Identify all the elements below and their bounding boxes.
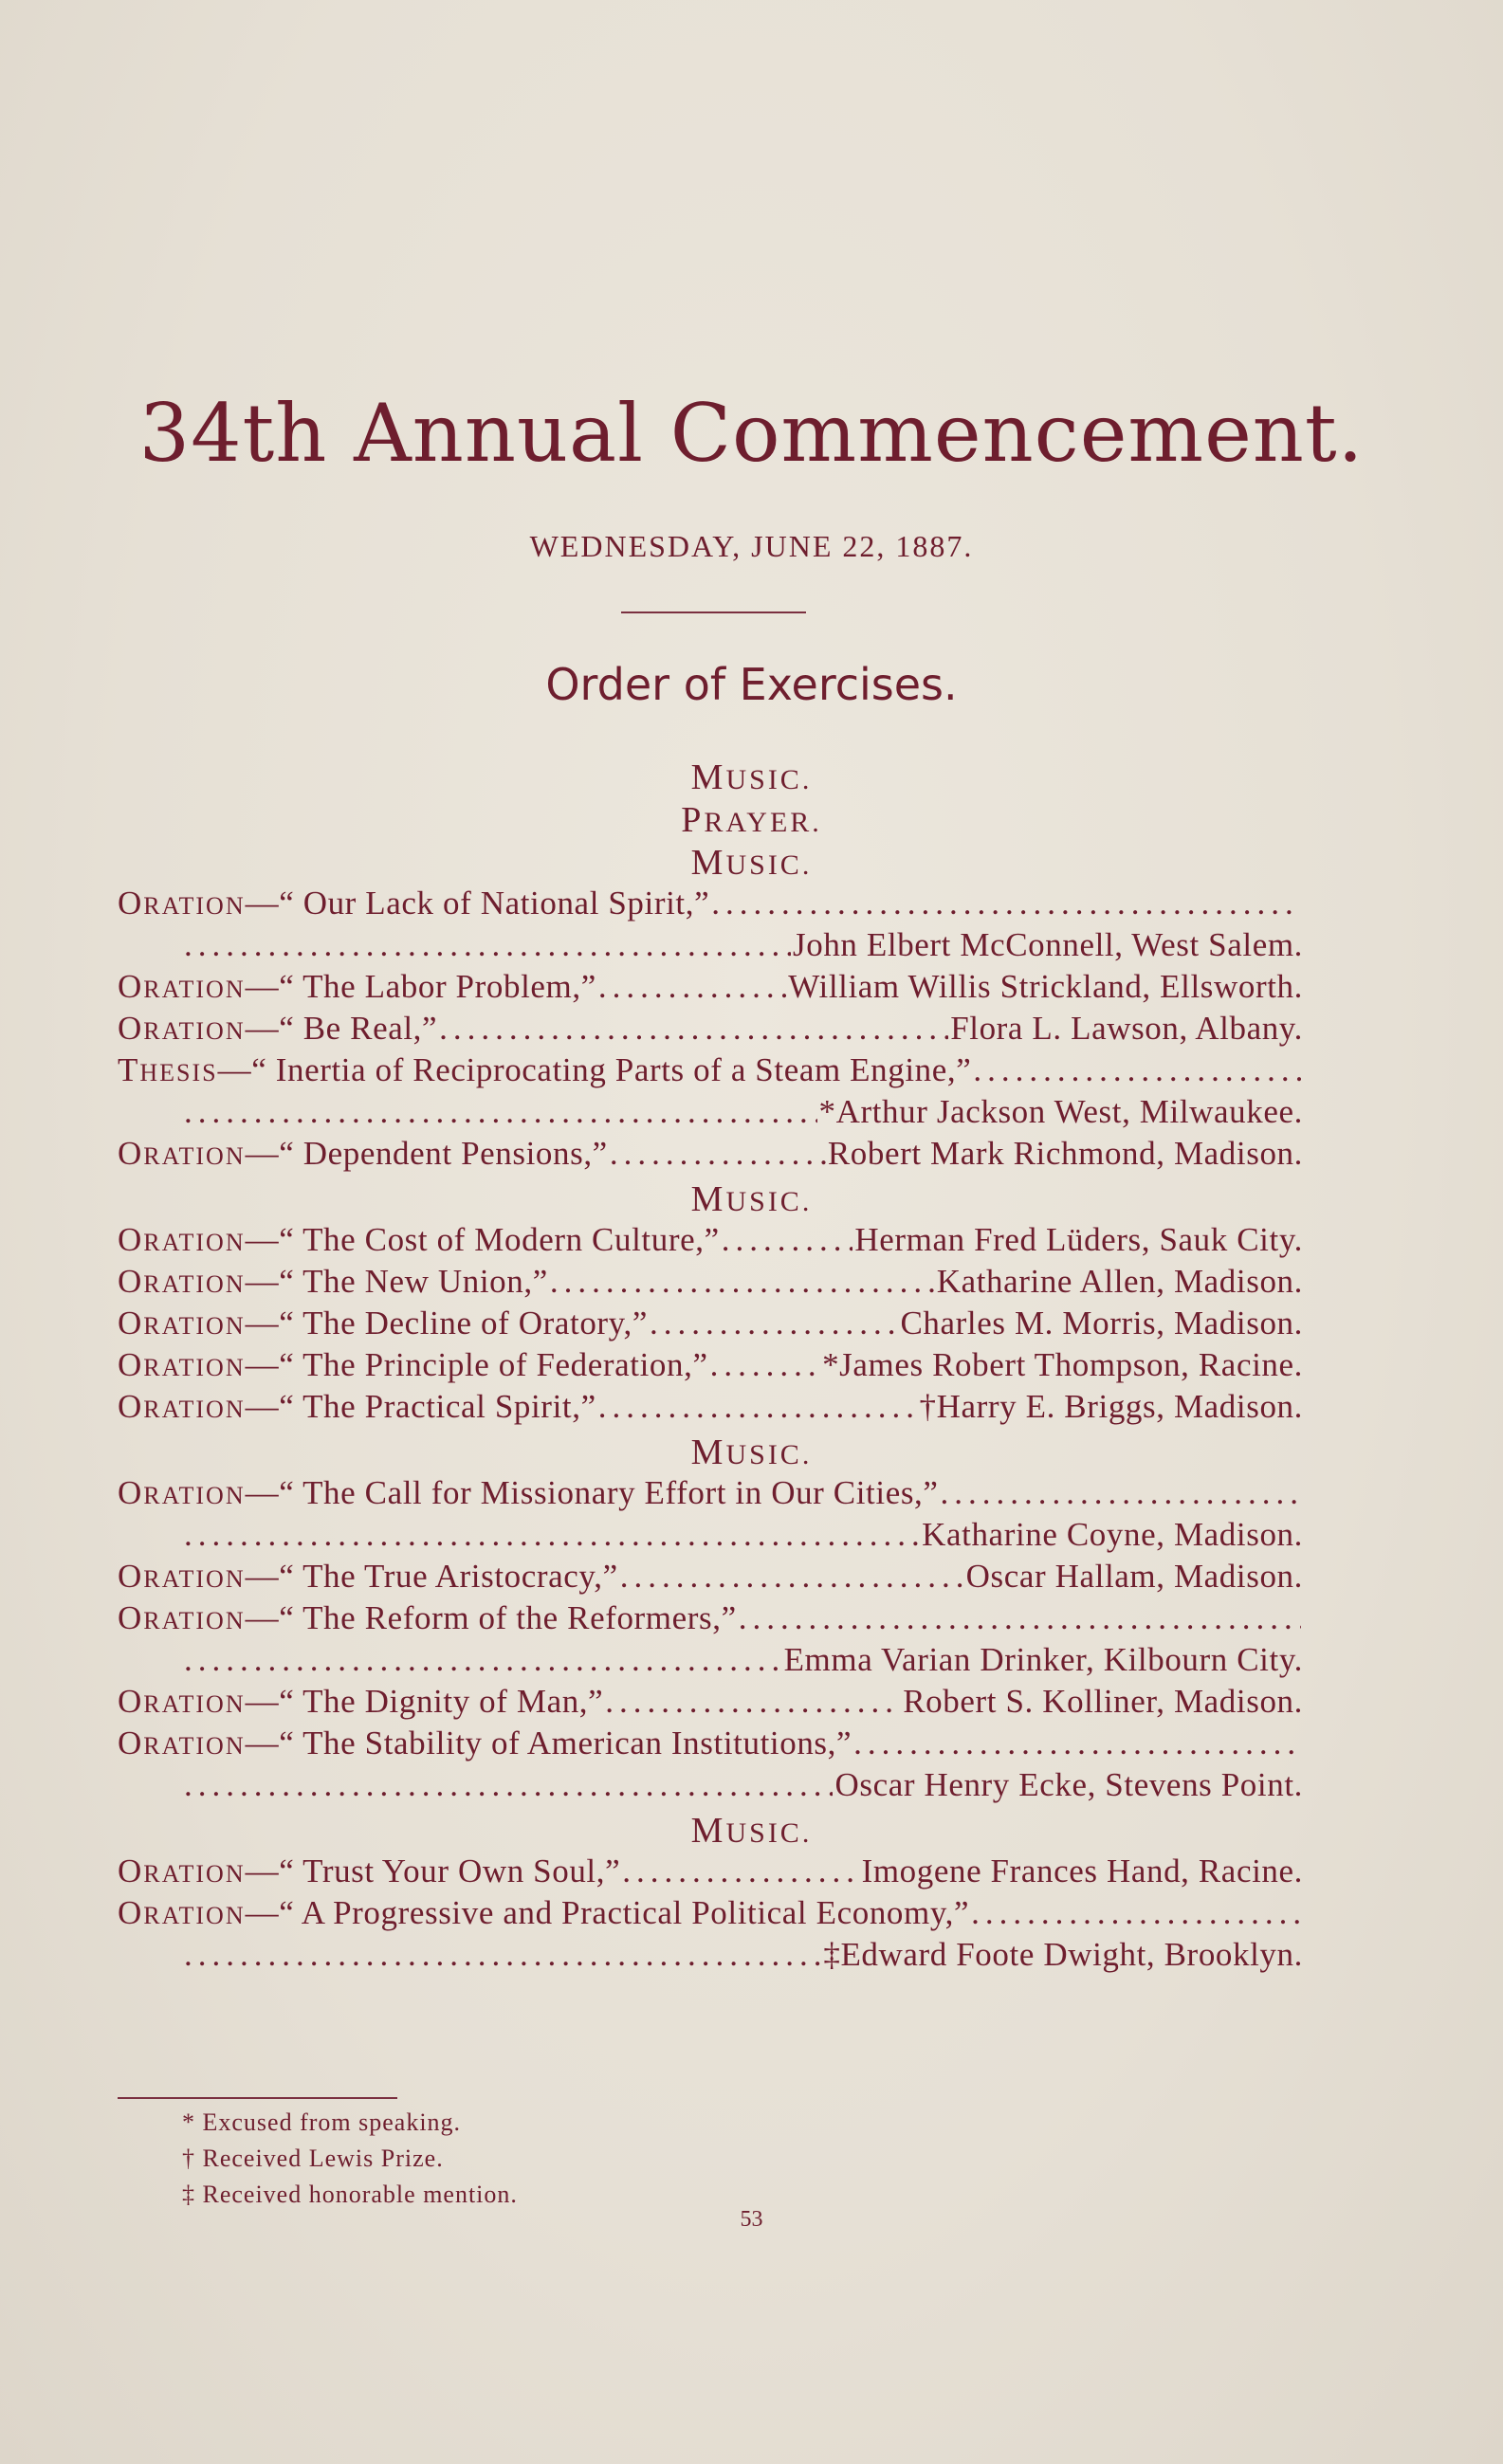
leader-dots (598, 968, 786, 1006)
leader-dots (722, 1221, 853, 1259)
speaker-name: Oscar Hallam, Madison. (965, 1558, 1303, 1595)
item-label: ORATION (118, 1388, 246, 1425)
program-item (118, 1221, 1303, 1259)
page-number: 53 (740, 2207, 763, 2232)
item-label: ORATION (118, 1135, 246, 1172)
program-item-continued (182, 1641, 1303, 1679)
item-label: ORATION (118, 1599, 246, 1636)
item-topic: —“ A Progressive and Practical Political Economy,” (245, 1894, 970, 1931)
leader-dots (184, 926, 791, 964)
item-label: THESIS (118, 1051, 218, 1088)
item-topic: —“ The Decline of Oratory,” (245, 1305, 648, 1342)
item-topic: —“ Our Lack of National Spirit,” (245, 885, 710, 922)
program-item-continued (182, 1093, 1303, 1131)
item-topic: —“ The New Union,” (245, 1263, 548, 1300)
leader-dots (941, 1474, 1301, 1512)
leader-dots (184, 1641, 782, 1679)
item-label: ORATION (118, 1853, 246, 1889)
leader-dots (184, 1936, 821, 1974)
item-topic: —“ The True Aristocracy,” (245, 1558, 618, 1595)
item-label: ORATION (118, 1558, 246, 1595)
program-item (118, 1388, 1303, 1426)
music-heading: MUSIC. (690, 757, 813, 797)
item-topic: —“ Inertia of Reciprocating Parts of a Steam Engine,” (217, 1051, 972, 1088)
program-item (118, 1305, 1303, 1342)
page-title: 34th Annual Commencement. (138, 387, 1365, 480)
item-topic: —“ Dependent Pensions,” (245, 1135, 608, 1172)
program-item (118, 1894, 1303, 1932)
item-topic: —“ The Call for Missionary Effort in Our Cities,” (245, 1474, 939, 1511)
program-item-continued (182, 926, 1303, 964)
leader-dots (598, 1388, 918, 1426)
item-topic: —“ The Cost of Modern Culture,” (245, 1221, 720, 1258)
speaker-name: Katharine Coyne, Madison. (922, 1516, 1303, 1553)
item-topic: —“ The Dignity of Man,” (245, 1683, 604, 1720)
leader-dots (971, 1894, 1301, 1932)
item-topic: —“ Trust Your Own Soul,” (245, 1853, 621, 1889)
program-item (118, 1725, 1303, 1762)
speaker-name: Katharine Allen, Madison. (936, 1263, 1303, 1300)
dateline: WEDNESDAY, JUNE 22, 1887. (529, 529, 974, 563)
item-label: ORATION (118, 885, 246, 922)
leader-dots (605, 1683, 901, 1721)
program-item (118, 885, 1303, 922)
item-label: ORATION (118, 1010, 246, 1047)
speaker-name: Emma Varian Drinker, Kilbourn City. (783, 1641, 1303, 1678)
leader-dots (622, 1853, 859, 1890)
leader-dots (711, 885, 1301, 922)
program-item (118, 1853, 1303, 1890)
item-label: ORATION (118, 1725, 246, 1761)
music-heading: MUSIC. (690, 1433, 813, 1472)
speaker-name: Robert S. Kolliner, Madison. (903, 1683, 1303, 1720)
leader-dots (184, 1516, 920, 1554)
speaker-name: Robert Mark Richmond, Madison. (827, 1135, 1303, 1172)
speaker-name: John Elbert McConnell, West Salem. (793, 926, 1303, 963)
footnote-rule (118, 2097, 397, 2099)
program-item-continued (182, 1936, 1303, 1974)
program-item-continued (182, 1766, 1303, 1804)
item-label: ORATION (118, 1263, 246, 1300)
section-heading: Order of Exercises. (545, 659, 958, 710)
speaker-name: ‡Edward Foote Dwight, Brooklyn. (823, 1936, 1303, 1973)
speaker-name: *Arthur Jackson West, Milwaukee. (818, 1093, 1303, 1130)
speaker-name: Herman Fred Lüders, Sauk City. (854, 1221, 1303, 1258)
music-heading: MUSIC. (690, 1179, 813, 1219)
item-topic: —“ Be Real,” (245, 1010, 438, 1047)
leader-dots (973, 1051, 1301, 1089)
program-item (118, 1346, 1303, 1384)
speaker-name: Oscar Henry Ecke, Stevens Point. (834, 1766, 1303, 1803)
program-item (118, 1474, 1303, 1512)
item-label: ORATION (118, 968, 246, 1005)
program-item (118, 1558, 1303, 1596)
leader-dots (620, 1558, 964, 1596)
item-topic: —“ The Stability of American Institutions,” (245, 1725, 852, 1761)
speaker-name: William Willis Strickland, Ellsworth. (788, 968, 1303, 1005)
speaker-name: Imogene Frances Hand, Racine. (861, 1853, 1303, 1889)
item-topic: —“ The Principle of Federation,” (245, 1346, 708, 1383)
speaker-name: †Harry E. Briggs, Madison. (919, 1388, 1303, 1425)
program-item (118, 1263, 1303, 1301)
footnote: * Excused from speaking. (182, 2108, 462, 2136)
speaker-name: Flora L. Lawson, Albany. (950, 1010, 1303, 1047)
music-heading: MUSIC. (690, 1811, 813, 1851)
program-item (118, 1599, 1303, 1637)
music-heading: MUSIC. (690, 843, 813, 883)
leader-dots (710, 1346, 820, 1384)
item-label: ORATION (118, 1221, 246, 1258)
divider-rule (621, 611, 806, 613)
leader-dots (650, 1305, 899, 1342)
leader-dots (610, 1135, 826, 1173)
program-item (118, 1051, 1303, 1089)
program-item-continued (182, 1516, 1303, 1554)
leader-dots (739, 1599, 1301, 1637)
leader-dots (439, 1010, 948, 1048)
item-label: ORATION (118, 1305, 246, 1342)
program-item (118, 1683, 1303, 1721)
leader-dots (184, 1093, 817, 1131)
program-item (118, 1135, 1303, 1173)
music-heading: PRAYER. (681, 800, 822, 840)
item-topic: —“ The Practical Spirit,” (245, 1388, 596, 1425)
item-label: ORATION (118, 1683, 246, 1720)
footnote: † Received Lewis Prize. (182, 2145, 444, 2172)
speaker-name: *James Robert Thompson, Racine. (822, 1346, 1303, 1383)
leader-dots (184, 1766, 833, 1804)
program-item (118, 1010, 1303, 1048)
item-label: ORATION (118, 1346, 246, 1383)
leader-dots (853, 1725, 1301, 1762)
item-label: ORATION (118, 1894, 246, 1931)
footnote: ‡ Received honorable mention. (182, 2181, 518, 2208)
item-topic: —“ The Reform of the Reformers,” (245, 1599, 737, 1636)
item-label: ORATION (118, 1474, 246, 1511)
speaker-name: Charles M. Morris, Madison. (900, 1305, 1303, 1342)
item-topic: —“ The Labor Problem,” (245, 968, 596, 1005)
leader-dots (550, 1263, 935, 1301)
program-item (118, 968, 1303, 1006)
